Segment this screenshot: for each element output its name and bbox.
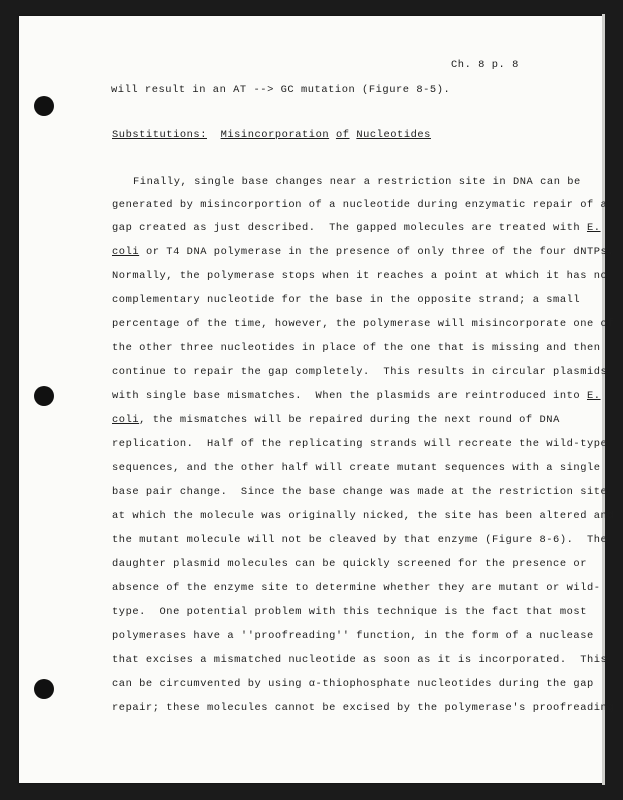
paragraph-line: sequences, and the other half will create mutant sequences with a single xyxy=(112,462,601,474)
paragraph-line: type. One potential problem with this technique is the fact that most xyxy=(112,606,587,618)
paragraph-line: base pair change. Since the base change was made at the restriction site xyxy=(112,486,608,498)
paragraph-line xyxy=(112,414,560,427)
paragraph-line: polymerases have a ''proofreading'' function, in the form of a nuclease xyxy=(112,630,594,642)
binder-hole-bottom xyxy=(34,679,54,699)
italic-e-abbrev: E. xyxy=(586,222,601,234)
paragraph-line xyxy=(112,390,601,403)
heading-part-4: Nucleotides xyxy=(356,129,431,141)
line-text: , the mismatches will be repaired during the next round of DNA xyxy=(139,414,560,426)
heading-part-1: Substitutions: xyxy=(112,129,207,141)
italic-coli: coli xyxy=(112,414,140,426)
paragraph-line: the other three nucleotides in place of the one that is missing and then xyxy=(112,342,601,354)
paragraph-line xyxy=(112,222,601,235)
italic-coli: coli xyxy=(112,246,140,258)
paragraph-line: replication. Half of the replicating strands will recreate the wild-type xyxy=(112,438,608,450)
paragraph-line: that excises a mismatched nucleotide as soon as it is incorporated. This xyxy=(112,654,608,666)
binder-hole-top xyxy=(34,96,54,116)
line-text: gap created as just described. The gapped molecules are treated with xyxy=(112,222,587,234)
paragraph-line xyxy=(112,246,614,259)
italic-e-abbrev: E. xyxy=(586,390,601,402)
line-text: with single base mismatches. When the plasmids are reintroduced into xyxy=(112,390,587,402)
section-heading xyxy=(112,129,431,142)
paragraph-line: generated by misincorportion of a nucleotide during enzymatic repair of a xyxy=(112,199,608,211)
paragraph-line: daughter plasmid molecules can be quickly screened for the presence or xyxy=(112,558,587,570)
paragraph-line: at which the molecule was originally nicked, the site has been altered and xyxy=(112,510,615,522)
paragraph-line: complementary nucleotide for the base in the opposite strand; a small xyxy=(112,294,581,306)
line-text: or T4 DNA polymerase in the presence of only three of the four dNTPs. xyxy=(139,246,615,258)
paragraph-line: absence of the enzyme site to determine whether they are mutant or wild- xyxy=(112,582,601,594)
paragraph-line: Finally, single base changes near a restriction site in DNA can be xyxy=(133,176,581,188)
opening-line: will result in an AT --> GC mutation (Figure 8-5). xyxy=(111,84,451,96)
binder-hole-middle xyxy=(34,386,54,406)
paragraph-line: can be circumvented by using α-thiophosphate nucleotides during the gap xyxy=(112,678,594,690)
heading-part-2: Misincorporation xyxy=(220,129,330,141)
paragraph-line: Normally, the polymerase stops when it reaches a point at which it has no xyxy=(112,270,608,282)
paragraph-line: repair; these molecules cannot be excised by the polymerase's proofreading xyxy=(112,702,615,714)
paragraph-line: percentage of the time, however, the polymerase will misincorporate one of xyxy=(112,318,615,330)
page-edge xyxy=(602,14,605,785)
heading-part-3: of xyxy=(335,129,350,141)
paragraph-line: the mutant molecule will not be cleaved by that enzyme (Figure 8-6). The xyxy=(112,534,608,546)
page-reference: Ch. 8 p. 8 xyxy=(451,59,519,71)
paragraph-line: continue to repair the gap completely. This results in circular plasmids xyxy=(112,366,608,378)
